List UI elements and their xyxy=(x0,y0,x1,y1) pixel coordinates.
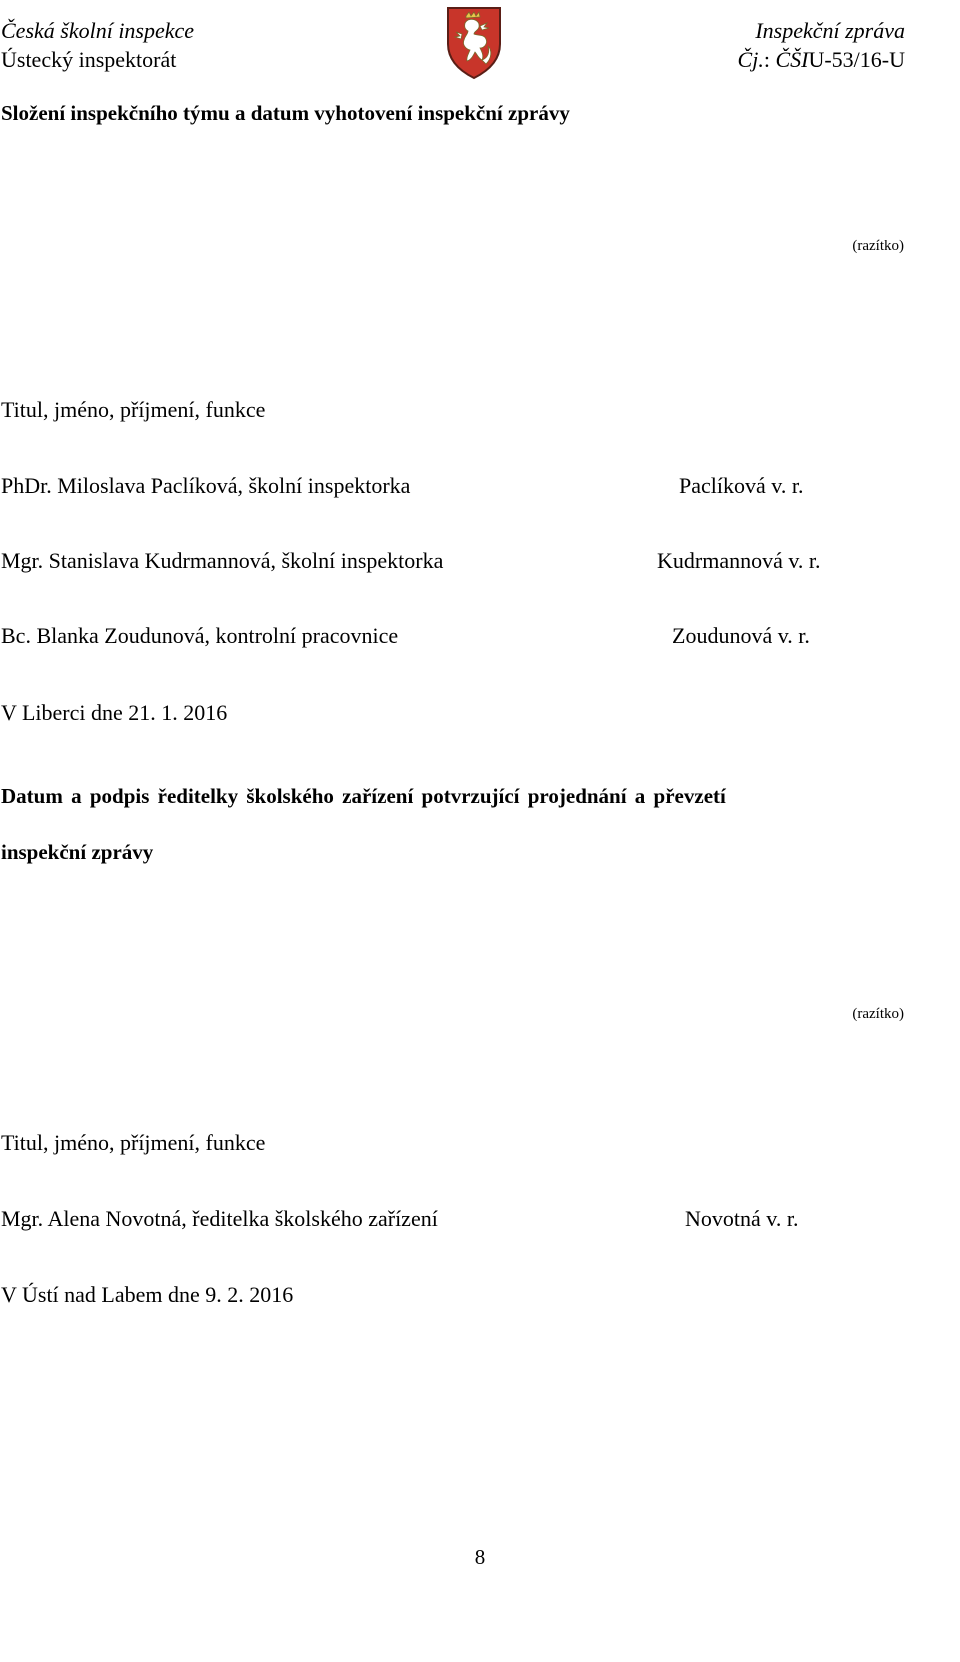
team-stamp-label: (razítko) xyxy=(852,238,904,254)
member-name: PhDr. Miloslava Paclíková, školní inspektorka xyxy=(1,473,411,498)
reference-csi: ČŠI xyxy=(775,47,809,72)
header-institution: Česká školní inspekce xyxy=(1,18,195,43)
header-report-title: Inspekční zpráva xyxy=(755,18,905,43)
team-columns-label: Titul, jméno, příjmení, funkce xyxy=(1,397,266,422)
member-name: Bc. Blanka Zoudunová, kontrolní pracovnice xyxy=(1,623,399,648)
director-stamp-label: (razítko) xyxy=(852,1006,904,1022)
header-inspectorate: Ústecký inspektorát xyxy=(1,47,177,72)
director-place-date: V Ústí nad Labem dne 9. 2. 2016 xyxy=(1,1282,294,1307)
reference-colon: : xyxy=(763,47,776,72)
director-section-heading-line2: inspekční zprávy xyxy=(1,840,154,864)
page-number: 8 xyxy=(474,1545,486,1569)
reference-number: U-53/16-U xyxy=(808,47,905,72)
member-signature: Kudrmannová v. r. xyxy=(657,548,821,573)
team-place-date: V Liberci dne 21. 1. 2016 xyxy=(1,700,228,725)
director-name: Mgr. Alena Novotná, ředitelka školského zařízení xyxy=(1,1206,438,1231)
director-columns-label: Titul, jméno, příjmení, funkce xyxy=(1,1130,266,1155)
header-reference-number xyxy=(738,47,905,73)
member-signature: Paclíková v. r. xyxy=(679,473,804,498)
coat-of-arms-icon xyxy=(444,4,504,80)
member-name: Mgr. Stanislava Kudrmannová, školní inspektorka xyxy=(1,548,444,573)
director-signature: Novotná v. r. xyxy=(685,1206,799,1231)
member-signature: Zoudunová v. r. xyxy=(672,623,810,648)
team-section-heading: Složení inspekčního týmu a datum vyhotovení inspekční zprávy xyxy=(1,101,570,125)
director-section-heading-line1: Datum a podpis ředitelky školského zařízení potvrzující projednání a převzetí xyxy=(1,784,726,808)
reference-prefix: Čj. xyxy=(737,47,764,72)
